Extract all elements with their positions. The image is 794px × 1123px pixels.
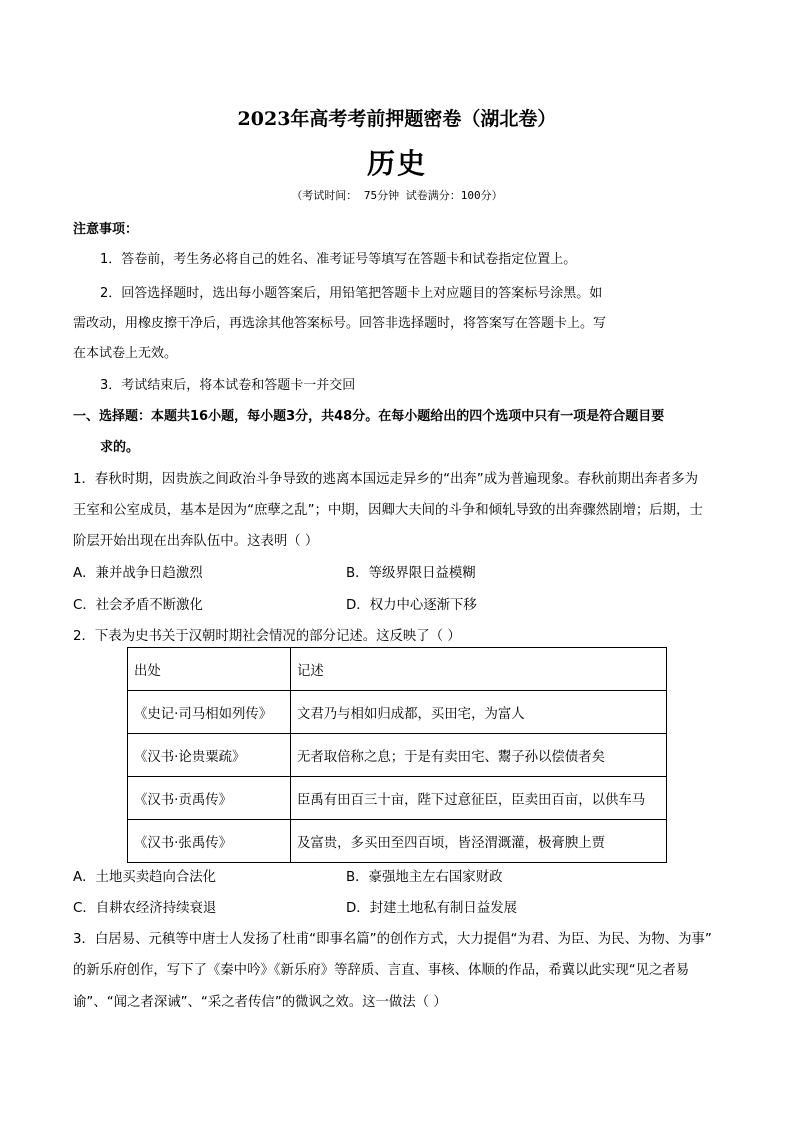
table-cell-source: 《汉书·张禹传》 [128,820,291,863]
table-cell-source: 《汉书·贡禹传》 [128,777,291,820]
question-1-option-b: B．等级界限日益模糊 [346,566,476,581]
notes-heading: 注意事项： [73,222,139,237]
section-heading: 一、选择题：本题共16小题，每小题3分，共48分。在每小题给出的四个选项中只有一项是符合题目要 [73,409,665,424]
question-3-stem: 3．白居易、元稹等中唐士人发扬了杜甫“即事名篇”的创作方式，大力提倡“为君、为臣、为民、为物、为事” [73,932,712,947]
table-header-row [128,648,667,691]
exam-info: （考试时间： 75分钟 试卷满分：100分） [291,189,503,202]
table-cell-record: 及富贵，多买田至四百顷，皆泾渭溉灌，极膏腴上贾 [291,820,667,863]
subject-title: 历史 [366,147,427,180]
table-cell-source: 《汉书·论贵粟疏》 [128,734,291,777]
question-3-stem: 谕”、“闻之者深诫”、“采之者传信”的微讽之效。这一做法（ ） [73,995,447,1010]
question-2-option-c: C．自耕农经济持续衰退 [73,901,217,916]
table-cell-source: 《史记·司马相如列传》 [128,691,291,734]
table-cell-record: 文君乃与相如归成都，买田宅，为富人 [291,691,667,734]
table-cell-record: 臣禹有田百三十亩，陛下过意征臣，臣卖田百亩，以供车马 [291,777,667,820]
question-1-stem: 1．春秋时期，因贵族之间政治斗争导致的逃离本国远走异乡的“出奔”成为普遍现象。春秋前期出奔者多为 [73,472,698,487]
note-item: 1．答卷前，考生务必将自己的姓名、准考证号等填写在答题卡和试卷指定位置上。 [100,252,577,267]
question-2-stem: 2．下表为史书关于汉朝时期社会情况的部分记述。这反映了（ ） [73,629,461,644]
exam-title: 2023年高考考前押题密卷（湖北卷） [237,108,557,130]
question-2-option-a: A．土地买卖趋向合法化 [73,870,217,885]
question-1-stem: 阶层开始出现在出奔队伍中。这表明（ ） [73,534,319,549]
question-3-stem: 的新乐府创作，写下了《秦中吟》《新乐府》等辞质、言直、事核、体顺的作品，希冀以此实现“见之者易 [73,963,690,978]
question-2-option-d: D．封建土地私有制日益发展 [346,901,517,916]
table-row [128,734,667,777]
table-cell-record: 无者取倍称之息；于是有卖田宅、鬻子孙以偿债者矣 [291,734,667,777]
note-item: 在本试卷上无效。 [73,346,178,361]
question-1-option-a: A．兼并战争日趋激烈 [73,566,203,581]
section-heading-cont: 求的。 [100,440,140,455]
table-header: 出处 [128,648,291,691]
table-row [128,777,667,820]
table-row [128,820,667,863]
question-1-option-d: D．权力中心逐渐下移 [346,598,477,613]
note-item: 3．考试结束后，将本试卷和答题卡一并交回 [100,378,356,393]
question-1-option-c: C．社会矛盾不断激化 [73,598,203,613]
table-row [128,691,667,734]
note-item: 需改动，用橡皮擦干净后，再选涂其他答案标号。回答非选择题时，将答案写在答题卡上。写 [73,316,607,331]
note-item: 2．回答选择题时，选出每小题答案后，用铅笔把答题卡上对应题目的答案标号涂黑。如 [100,286,603,301]
history-records-table [127,647,667,863]
question-2-option-b: B．豪强地主左右国家财政 [346,870,503,885]
question-1-stem: 王室和公室成员，基本是因为“庶孽之乱”；中期，因卿大夫间的斗争和倾轧导致的出奔骤然剧增；后期，士 [73,503,703,518]
table-header: 记述 [291,648,667,691]
